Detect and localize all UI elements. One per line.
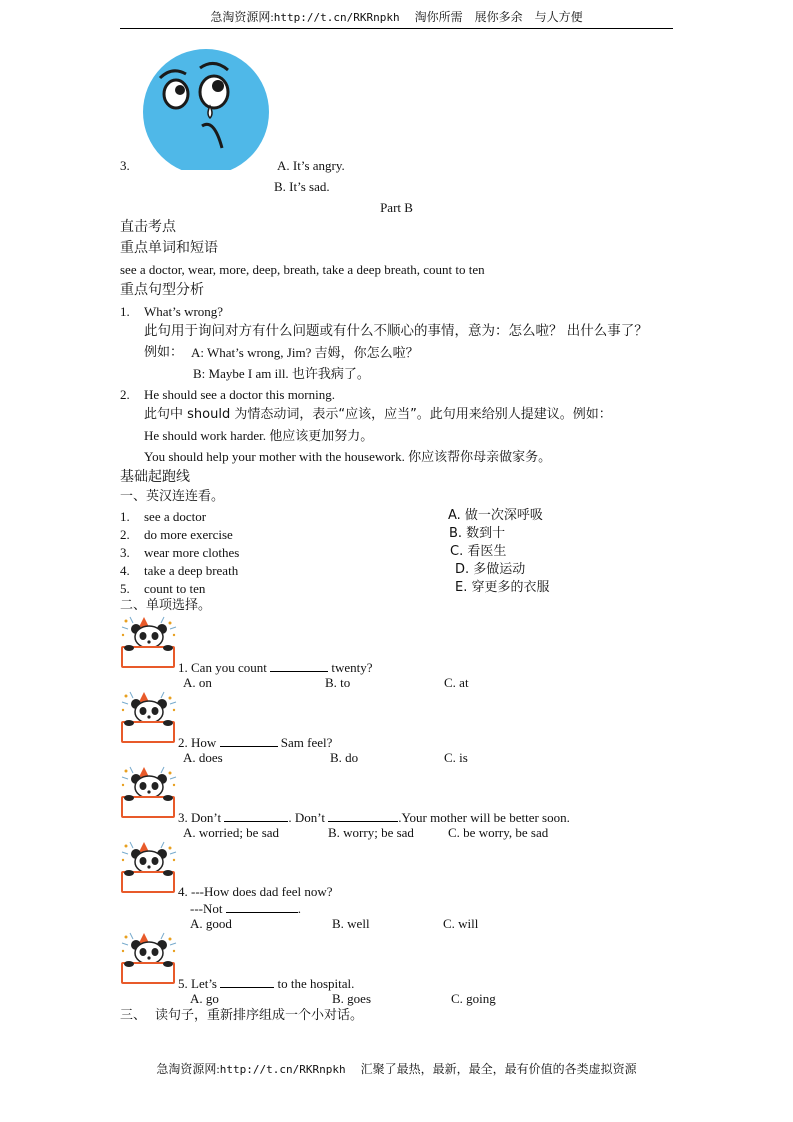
mc-option[interactable]: C. at [444,675,469,690]
mc-option[interactable]: C. be worry, be sad [448,825,549,840]
header-slogan: 淘你所需 展你多余 与人方便 [414,10,583,24]
match-left-number: 1. [120,509,130,524]
mc-option[interactable]: A. worried; be sad [183,825,280,840]
section-sentences-heading: 重点句型分析 [120,282,204,298]
page-footer [0,1062,793,1076]
match-right-item: C. 看医生 [450,544,507,559]
question-3-number: 3. [120,158,130,173]
mc-option[interactable]: B. worry; be sad [328,825,414,840]
part-3-title: 读句子，重新排序组成一个小对话。 [155,1008,364,1023]
match-left-number: 2. [120,527,130,542]
sentence-1-example-b: B: Maybe I am ill. 也许我病了。 [193,366,370,381]
mc-option[interactable]: A. go [190,991,219,1006]
panda-icon [120,615,178,671]
mc-question-text: . Don’t [288,810,329,825]
sad-face-icon [142,48,272,172]
answer-blank[interactable] [224,809,288,822]
page-header [0,10,793,24]
mc-option[interactable]: C. is [444,750,468,765]
mc-question-text: twenty? [328,660,373,675]
mc-question-2 [178,734,332,751]
match-right-item: A. 做一次深呼吸 [448,508,543,523]
question-3-option-b: B. It’s sad. [274,179,330,194]
mc-question-4: 4. ---How does dad feel now? [178,884,333,899]
answer-blank[interactable] [226,900,298,913]
mc-question-4-line-2: ---Not . [190,901,301,916]
sentence-1-example-a: A: What’s wrong, Jim? 吉姆，你怎么啦？ [191,345,419,360]
sentence-2-example-2: You should help your mother with the housework. 你应该帮你母亲做家务。 [144,449,552,464]
mc-option[interactable]: B. goes [332,991,371,1006]
panda-icon [120,931,178,987]
match-left-number: 3. [120,545,130,560]
section-focus-heading: 直击考点 [120,219,176,235]
mc-option[interactable]: B. well [332,916,370,931]
sentence-2-explain: 此句中 should 为情态动词，表示“应该，应当”。此句用来给别人提建议。例如： [144,407,612,422]
sentence-2-example-1: He should work harder. 他应该更加努力。 [144,428,374,443]
panda-icon [120,840,178,896]
answer-blank[interactable] [220,734,278,747]
footer-slogan: 汇聚了最热，最新，最全，最有价值的各类虚拟资源 [360,1062,637,1076]
match-left-item: count to ten [144,581,206,596]
sentence-1-explain: 此句用于询问对方有什么问题或有什么不顺心的事情，意为：怎么啦？ 出什么事了？ [144,323,648,339]
match-right-item: B. 数到十 [449,526,506,541]
footer-label: 急淘资源网: [156,1062,220,1076]
match-left-item: take a deep breath [144,563,239,578]
part-1-title: 一、英汉连连看。 [120,489,225,504]
mc-question-text: .Your mother will be better soon. [398,810,570,825]
section-basic-heading: 基础起跑线 [120,469,190,485]
sentence-1-title: What’s wrong? [144,304,224,319]
part-2-title: 二、单项选择。 [120,598,212,613]
mc-question-text: to the hospital. [274,976,355,991]
match-right-item: D. 多做运动 [455,562,526,577]
mc-option[interactable]: B. do [330,750,359,765]
part-3-number: 三、 [120,1008,147,1023]
answer-blank[interactable] [270,659,328,672]
mc-option[interactable]: C. going [451,991,496,1006]
mc-question-1 [178,659,372,676]
sentence-2-number: 2. [120,387,130,402]
match-left-number: 5. [120,581,130,596]
panda-icon [120,765,178,821]
answer-blank[interactable] [328,809,398,822]
mc-question-text: 2. How [178,735,220,750]
mc-question-text: 3. Don’t [178,810,225,825]
sentence-2-title: He should see a doctor this morning. [144,387,335,402]
mc-question-text: 1. Can you count [178,660,271,675]
header-url[interactable]: http://t.cn/RKRnpkh [273,11,400,24]
match-left-number: 4. [120,563,130,578]
mc-question-text: 5. Let’s [178,976,221,991]
mc-question-text: ---Not [190,901,226,916]
part-title: Part B [380,200,413,215]
mc-option[interactable]: B. to [325,675,351,690]
footer-url[interactable]: http://t.cn/RKRnpkh [219,1063,346,1076]
match-left-item: do more exercise [144,527,233,542]
match-left-item: see a doctor [144,509,207,524]
panda-icon [120,690,178,746]
mc-option[interactable]: A. good [190,916,232,931]
mc-option[interactable]: C. will [443,916,479,931]
question-3-option-a: A. It’s angry. [277,158,345,173]
mc-question-5 [178,975,354,992]
mc-option[interactable]: A. does [183,750,223,765]
sentence-1-number: 1. [120,304,130,319]
key-words-line: see a doctor, wear, more, deep, breath, take a deep breath, count to ten [120,262,485,277]
sentence-1-example-label: 例如： [144,345,184,360]
match-left-item: wear more clothes [144,545,240,560]
section-words-heading: 重点单词和短语 [120,240,218,256]
mc-question-text: Sam feel? [277,735,333,750]
header-rule [120,28,673,29]
header-label: 急淘资源网: [210,10,274,24]
match-right-item: E. 穿更多的衣服 [455,580,550,595]
answer-blank[interactable] [220,975,274,988]
mc-option[interactable]: A. on [183,675,212,690]
mc-question-3 [178,809,570,826]
